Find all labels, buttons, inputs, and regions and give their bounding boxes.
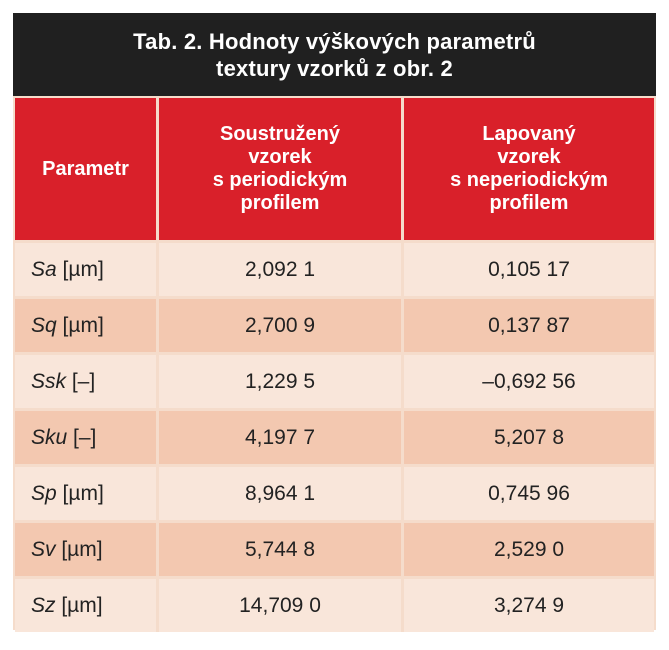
header-line: vzorek bbox=[497, 146, 561, 168]
parameter-symbol: Sq bbox=[31, 313, 57, 337]
parameter-unit: [µm] bbox=[55, 593, 103, 617]
parameter-cell bbox=[15, 296, 159, 352]
header-line: Soustružený bbox=[219, 123, 341, 145]
header-line: profilem bbox=[240, 192, 320, 214]
parameter-symbol: Sp bbox=[31, 481, 57, 505]
parameter-unit: [µm] bbox=[56, 313, 104, 337]
parameter-symbol: Ssk bbox=[31, 369, 67, 393]
parameter-cell bbox=[15, 408, 159, 464]
parameter-unit: [–] bbox=[66, 369, 96, 393]
header-line: s periodickým bbox=[212, 169, 348, 191]
header-line: Parametr bbox=[42, 157, 129, 180]
table-title bbox=[13, 13, 656, 96]
parameter-cell bbox=[15, 240, 159, 296]
table-frame bbox=[13, 13, 656, 630]
table-row bbox=[15, 240, 654, 296]
lapped-value: 5,207 8 bbox=[404, 408, 654, 464]
header-line: vzorek bbox=[248, 146, 312, 168]
turned-value: 1,229 5 bbox=[159, 352, 404, 408]
header-parameter bbox=[15, 98, 159, 240]
lapped-value: 0,137 87 bbox=[404, 296, 654, 352]
table-row bbox=[15, 576, 654, 632]
header-line: profilem bbox=[489, 192, 569, 214]
turned-value: 2,092 1 bbox=[159, 240, 404, 296]
parameter-cell bbox=[15, 352, 159, 408]
parameter-cell bbox=[15, 576, 159, 632]
turned-value: 8,964 1 bbox=[159, 464, 404, 520]
parameter-unit: [–] bbox=[67, 425, 97, 449]
table-title-line-2: textury vzorků z obr. 2 bbox=[216, 55, 453, 81]
turned-value: 14,709 0 bbox=[159, 576, 404, 632]
table-row bbox=[15, 408, 654, 464]
table-row bbox=[15, 520, 654, 576]
table-row bbox=[15, 296, 654, 352]
parameter-unit: [µm] bbox=[55, 537, 103, 561]
parameter-unit: [µm] bbox=[56, 257, 104, 281]
header-line: s neperiodickým bbox=[450, 169, 608, 191]
lapped-value: 3,274 9 bbox=[404, 576, 654, 632]
parameter-cell bbox=[15, 520, 159, 576]
lapped-value: 0,745 96 bbox=[404, 464, 654, 520]
table-title-line-1: Tab. 2. Hodnoty výškových parametrů bbox=[133, 28, 536, 54]
lapped-value: –0,692 56 bbox=[404, 352, 654, 408]
header-lapped-sample bbox=[404, 98, 654, 240]
parameter-symbol: Sz bbox=[31, 593, 56, 617]
header-line: Lapovaný bbox=[482, 123, 576, 145]
turned-value: 5,744 8 bbox=[159, 520, 404, 576]
table-row bbox=[15, 352, 654, 408]
lapped-value: 0,105 17 bbox=[404, 240, 654, 296]
parameter-symbol: Sa bbox=[31, 257, 57, 281]
header-turned-sample bbox=[159, 98, 404, 240]
parameter-unit: [µm] bbox=[56, 481, 104, 505]
parameter-symbol: Sv bbox=[31, 537, 56, 561]
table-row bbox=[15, 464, 654, 520]
header-row bbox=[15, 98, 654, 240]
turned-value: 2,700 9 bbox=[159, 296, 404, 352]
lapped-value: 2,529 0 bbox=[404, 520, 654, 576]
turned-value: 4,197 7 bbox=[159, 408, 404, 464]
parameter-symbol: Sku bbox=[31, 425, 68, 449]
parameter-cell bbox=[15, 464, 159, 520]
parameters-table bbox=[15, 98, 654, 632]
